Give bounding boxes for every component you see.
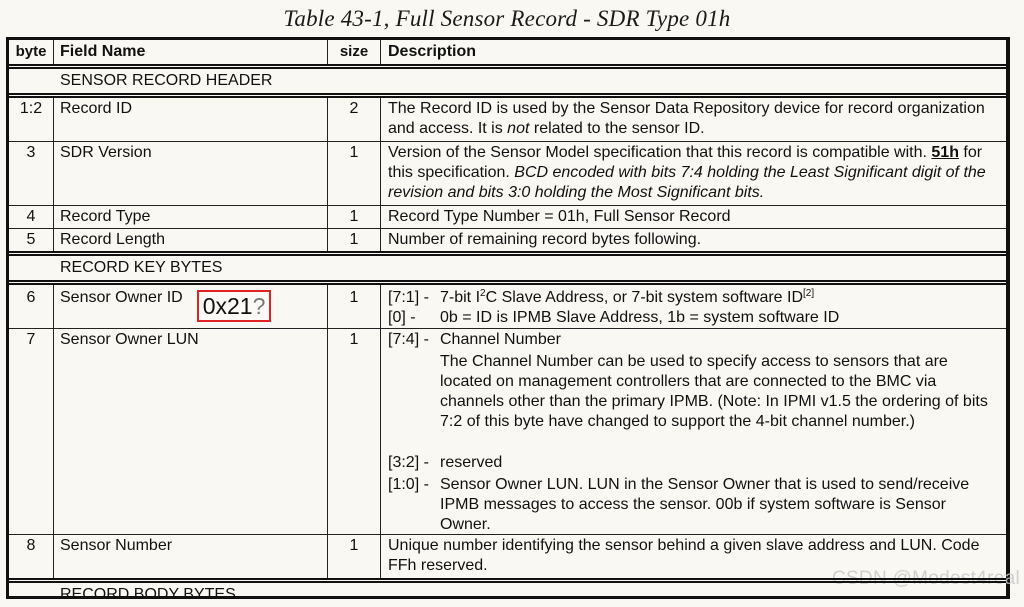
- bit-text: [440, 330, 1000, 432]
- bit-field-line: [388, 308, 1000, 328]
- bit-field-line: [388, 330, 1000, 432]
- column-header-field-name: Field Name: [54, 40, 328, 64]
- section-row-header: [9, 69, 1006, 93]
- table-row: [9, 285, 1006, 329]
- section-label: RECORD KEY BYTES: [60, 259, 223, 276]
- footnote-ref: [2]: [803, 288, 815, 299]
- row-size: 1: [328, 285, 381, 328]
- row-description: Record Type Number = 01h, Full Sensor Record: [388, 208, 731, 225]
- bit-range: [7:4] -: [388, 331, 429, 348]
- row-size: 1: [328, 142, 381, 205]
- bit-text: 0b = ID is IPMB Slave Address, 1b = system software ID: [440, 309, 840, 326]
- section-spacer: [9, 69, 54, 93]
- bit-range: [7:1] -: [388, 289, 429, 306]
- section-spacer: [9, 583, 54, 607]
- section-row-key: [9, 256, 1006, 280]
- section-spacer: [9, 256, 54, 280]
- row-field-name: [54, 285, 328, 328]
- sdr-table: [6, 37, 1010, 603]
- row-byte: 5: [9, 229, 54, 251]
- column-header-description: Description: [388, 43, 477, 60]
- desc-text: The Record ID is used by the Sensor Data Repository device for record organization and access. It is: [388, 100, 985, 137]
- section-label: SENSOR RECORD HEADER: [60, 72, 273, 89]
- table-header-row: [9, 40, 1006, 64]
- bit-field-line: [388, 453, 1000, 473]
- superscript: 2: [480, 288, 486, 299]
- table-row: [9, 206, 1006, 229]
- bit-detail: The Channel Number can be used to specify access to sensors that are located on management controllers that are connected to the BMC via channels other than the primary IPMB. (Note: In IPMI v1.5 the ordering of bits 7:2 of this byte have changed to support the 4-bit channel number.): [440, 353, 988, 430]
- row-field-name: SDR Version: [54, 142, 328, 205]
- row-field-name: Record Length: [54, 229, 328, 251]
- row-size: 1: [328, 329, 381, 534]
- row-description: [381, 98, 1006, 141]
- bit-title: Channel Number: [440, 331, 561, 348]
- row-description: Unique number identifying the sensor behind a given slave address and LUN. Code FFh reserved.: [388, 537, 980, 574]
- row-size: 2: [328, 98, 381, 141]
- bit-field-line: [388, 475, 1000, 535]
- table-row: [9, 329, 1006, 535]
- row-byte: 8: [9, 535, 54, 578]
- table-row: [9, 229, 1006, 251]
- desc-text: Version of the Sensor Model specification that this record is compatible with.: [388, 144, 932, 161]
- row-byte: 4: [9, 206, 54, 228]
- bit-range: [1:0] -: [388, 476, 429, 493]
- row-size: 1: [328, 535, 381, 578]
- row-size: 1: [328, 229, 381, 251]
- bit-text: [440, 288, 1000, 308]
- watermark: CSDN @Modest4real: [831, 568, 1020, 589]
- table-row: [9, 98, 1006, 142]
- row-description: [381, 285, 1006, 328]
- row-description: [381, 142, 1006, 205]
- bit-text: Sensor Owner LUN. LUN in the Sensor Owner that is used to send/receive IPMB messages to access the sensor. 00b if system software is Sensor Owner.: [440, 476, 970, 533]
- field-name-text: Sensor Owner ID: [60, 289, 183, 306]
- row-field-name: Record Type: [54, 206, 328, 228]
- column-header-size: size: [328, 40, 381, 64]
- row-byte: 1:2: [9, 98, 54, 141]
- bit-range: [0] -: [388, 309, 416, 326]
- bit-field-line: [388, 288, 1000, 308]
- desc-text: for this specification.: [388, 144, 983, 181]
- desc-emphasis: not: [507, 120, 530, 137]
- table-row: [9, 142, 1006, 206]
- section-label: RECORD BODY BYTES: [60, 586, 236, 603]
- row-byte: 7: [9, 329, 54, 534]
- bit-text-part: 7-bit I: [440, 289, 481, 306]
- annotation-value: 0x21: [202, 293, 253, 319]
- desc-emphasis: BCD encoded with bits 7:4 holding the Least Significant digit of the revision and bits 3:0 holding the Most Significant bits.: [388, 164, 986, 201]
- bit-text: reserved: [440, 454, 503, 471]
- row-field-name: Sensor Number: [54, 535, 328, 578]
- desc-version-value: 51h: [931, 144, 959, 161]
- desc-text: related to the sensor ID.: [529, 120, 705, 137]
- row-description: [381, 329, 1006, 534]
- column-header-byte: byte: [9, 40, 54, 64]
- bit-text-part: C Slave Address, or 7-bit system software ID: [485, 289, 804, 306]
- annotation-question-mark: ?: [252, 293, 266, 319]
- row-byte: 6: [9, 285, 54, 328]
- row-size: 1: [328, 206, 381, 228]
- table-title: Table 43-1, Full Sensor Record - SDR Type 01h: [283, 6, 731, 31]
- row-byte: 3: [9, 142, 54, 205]
- bit-range: [3:2] -: [388, 454, 429, 471]
- row-description: Number of remaining record bytes following.: [388, 231, 702, 248]
- annotation-box: [197, 290, 272, 322]
- row-field-name: Sensor Owner LUN: [54, 329, 328, 534]
- row-field-name: Record ID: [54, 98, 328, 141]
